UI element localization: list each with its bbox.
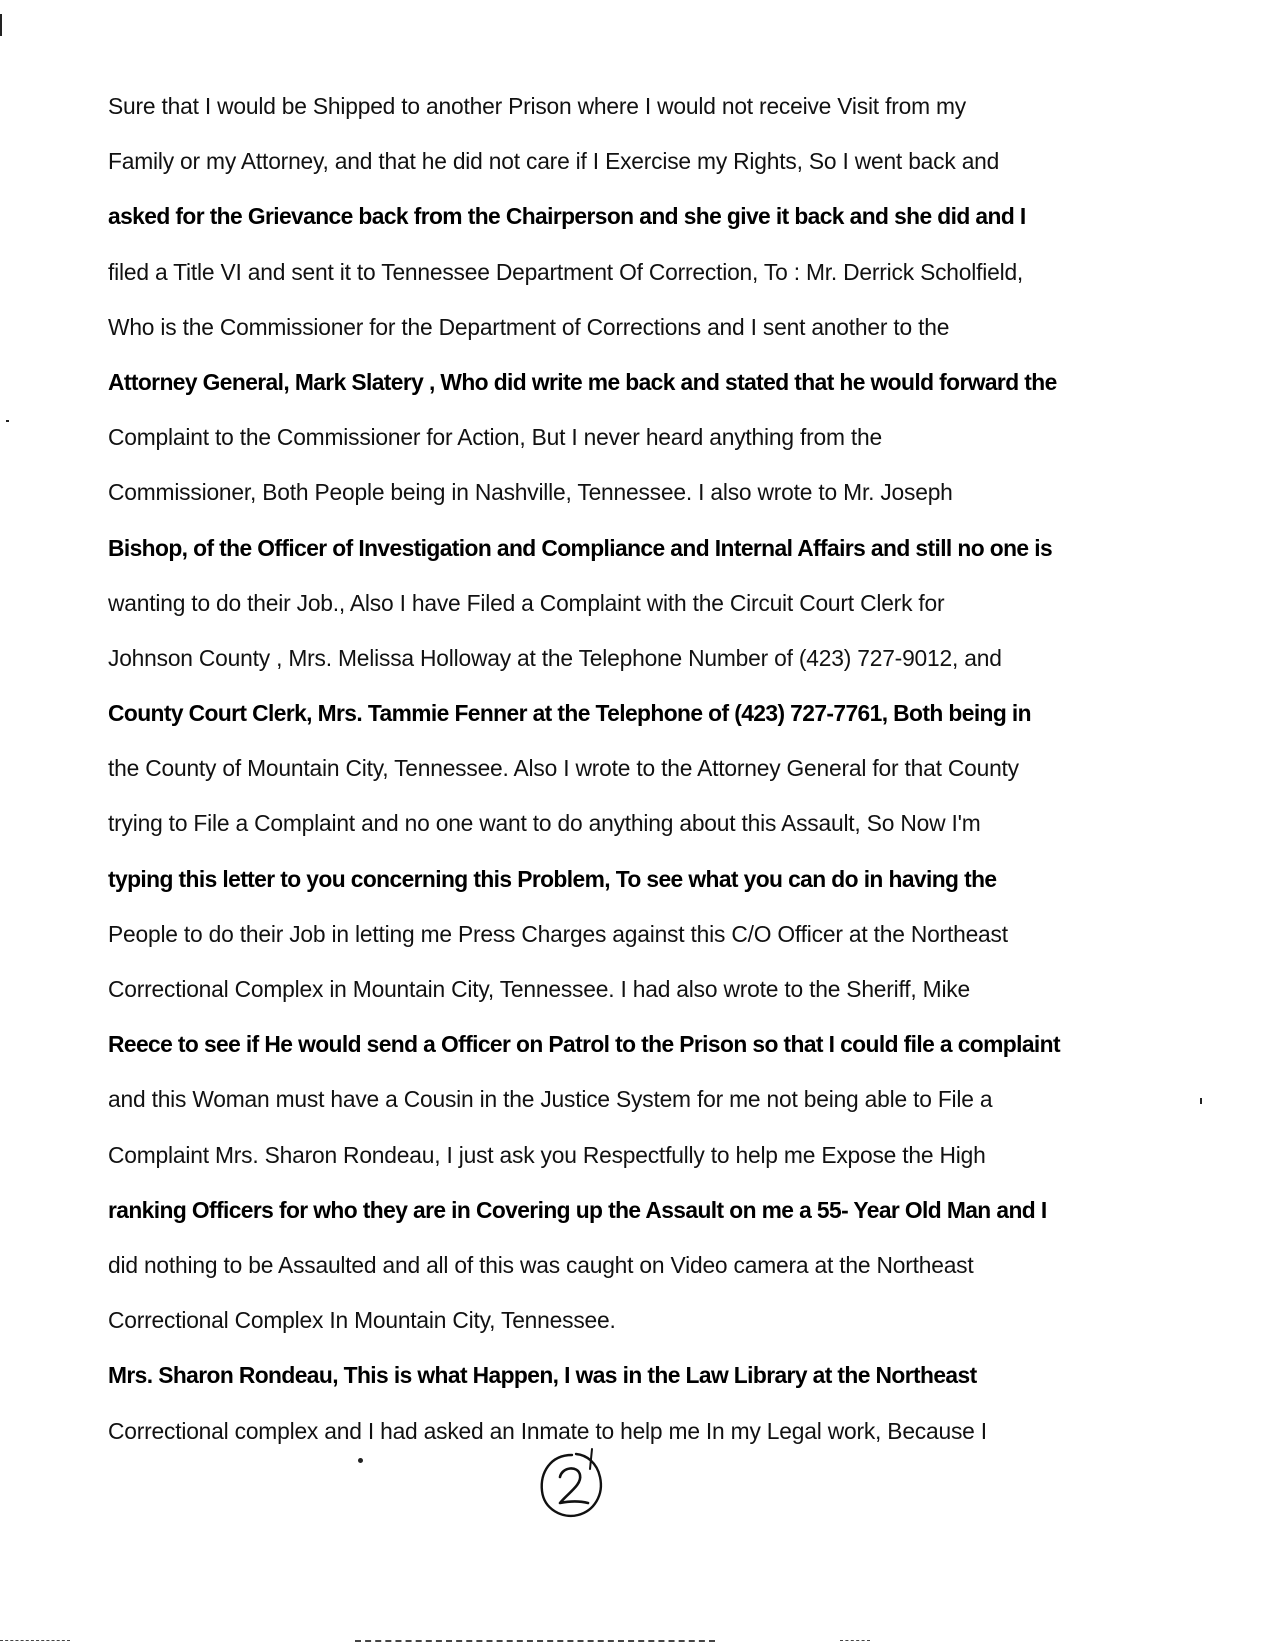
text-line: Family or my Attorney, and that he did not care if I Exercise my Rights, So I went back and (108, 148, 1000, 175)
text-line: ranking Officers for who they are in Covering up the Assault on me a 55- Year Old Man and I (108, 1196, 1047, 1223)
text-line: the County of Mountain City, Tennessee. Also I wrote to the Attorney General for that County (108, 755, 1019, 782)
scan-speck (358, 1458, 363, 1463)
text-line: Complaint to the Commissioner for Action, But I never heard anything from the (108, 424, 883, 451)
text-line: Correctional Complex In Mountain City, Tennessee. (108, 1307, 616, 1334)
text-line: asked for the Grievance back from the Chairperson and she give it back and she did and I (108, 203, 1026, 230)
text-line: Correctional Complex in Mountain City, Tennessee. I had also wrote to the Sheriff, Mike (108, 976, 970, 1002)
text-line: Complaint Mrs. Sharon Rondeau, I just ask you Respectfully to help me Expose the High (108, 1141, 986, 1168)
scan-edge-dashes (0, 1640, 70, 1643)
scan-edge-dashes (840, 1640, 870, 1643)
text-line: wanting to do their Job., Also I have Filed a Complaint with the Circuit Court Clerk for (108, 589, 945, 616)
text-line: Johnson County , Mrs. Melissa Holloway at the Telephone Number of (423) 727-9012, and (108, 644, 1002, 671)
text-line: Correctional complex and I had asked an Inmate to help me In my Legal work, Because I (108, 1417, 987, 1444)
text-line: People to do their Job in letting me Press Charges against this C/O Officer at the Northeast (108, 920, 1008, 947)
text-line: Who is the Commissioner for the Department of Corrections and I sent another to the (108, 313, 950, 340)
text-line: typing this letter to you concerning this Problem, To see what you can do in having the (108, 865, 997, 892)
text-line: did nothing to be Assaulted and all of this was caught on Video camera at the Northeast (108, 1251, 974, 1278)
text-line: Reece to see if He would send a Officer on Patrol to the Prison so that I could file a complaint (108, 1031, 1060, 1058)
scan-edge-dashes (355, 1640, 715, 1644)
text-line: Sure that I would be Shipped to another Prison where I would not receive Visit from my (108, 93, 966, 119)
text-line: Commissioner, Both People being in Nashville, Tennessee. I also wrote to Mr. Joseph (108, 479, 953, 506)
text-line: County Court Clerk, Mrs. Tammie Fenner at the Telephone of (423) 727-7761, Both being in (108, 700, 1031, 727)
text-line: Attorney General, Mark Slatery , Who did write me back and stated that he would forward the (108, 368, 1057, 395)
handwritten-page-number (532, 1445, 612, 1525)
text-line: trying to File a Complaint and no one want to do anything about this Assault, So Now I'm (108, 810, 981, 837)
text-line: and this Woman must have a Cousin in the Justice System for me not being able to File a (108, 1086, 993, 1113)
scan-speck (0, 14, 2, 36)
text-line: filed a Title VI and sent it to Tennessee Department Of Correction, To : Mr. Derrick Scholfield, (108, 258, 1024, 285)
body-text (108, 86, 1108, 1466)
text-line: Bishop, of the Officer of Investigation and Compliance and Internal Affairs and still no one is (108, 534, 1053, 561)
scan-speck (6, 420, 9, 422)
text-line: Mrs. Sharon Rondeau, This is what Happen, I was in the Law Library at the Northeast (108, 1362, 977, 1389)
scan-speck (1200, 1098, 1202, 1104)
circled-number-icon (532, 1445, 612, 1525)
